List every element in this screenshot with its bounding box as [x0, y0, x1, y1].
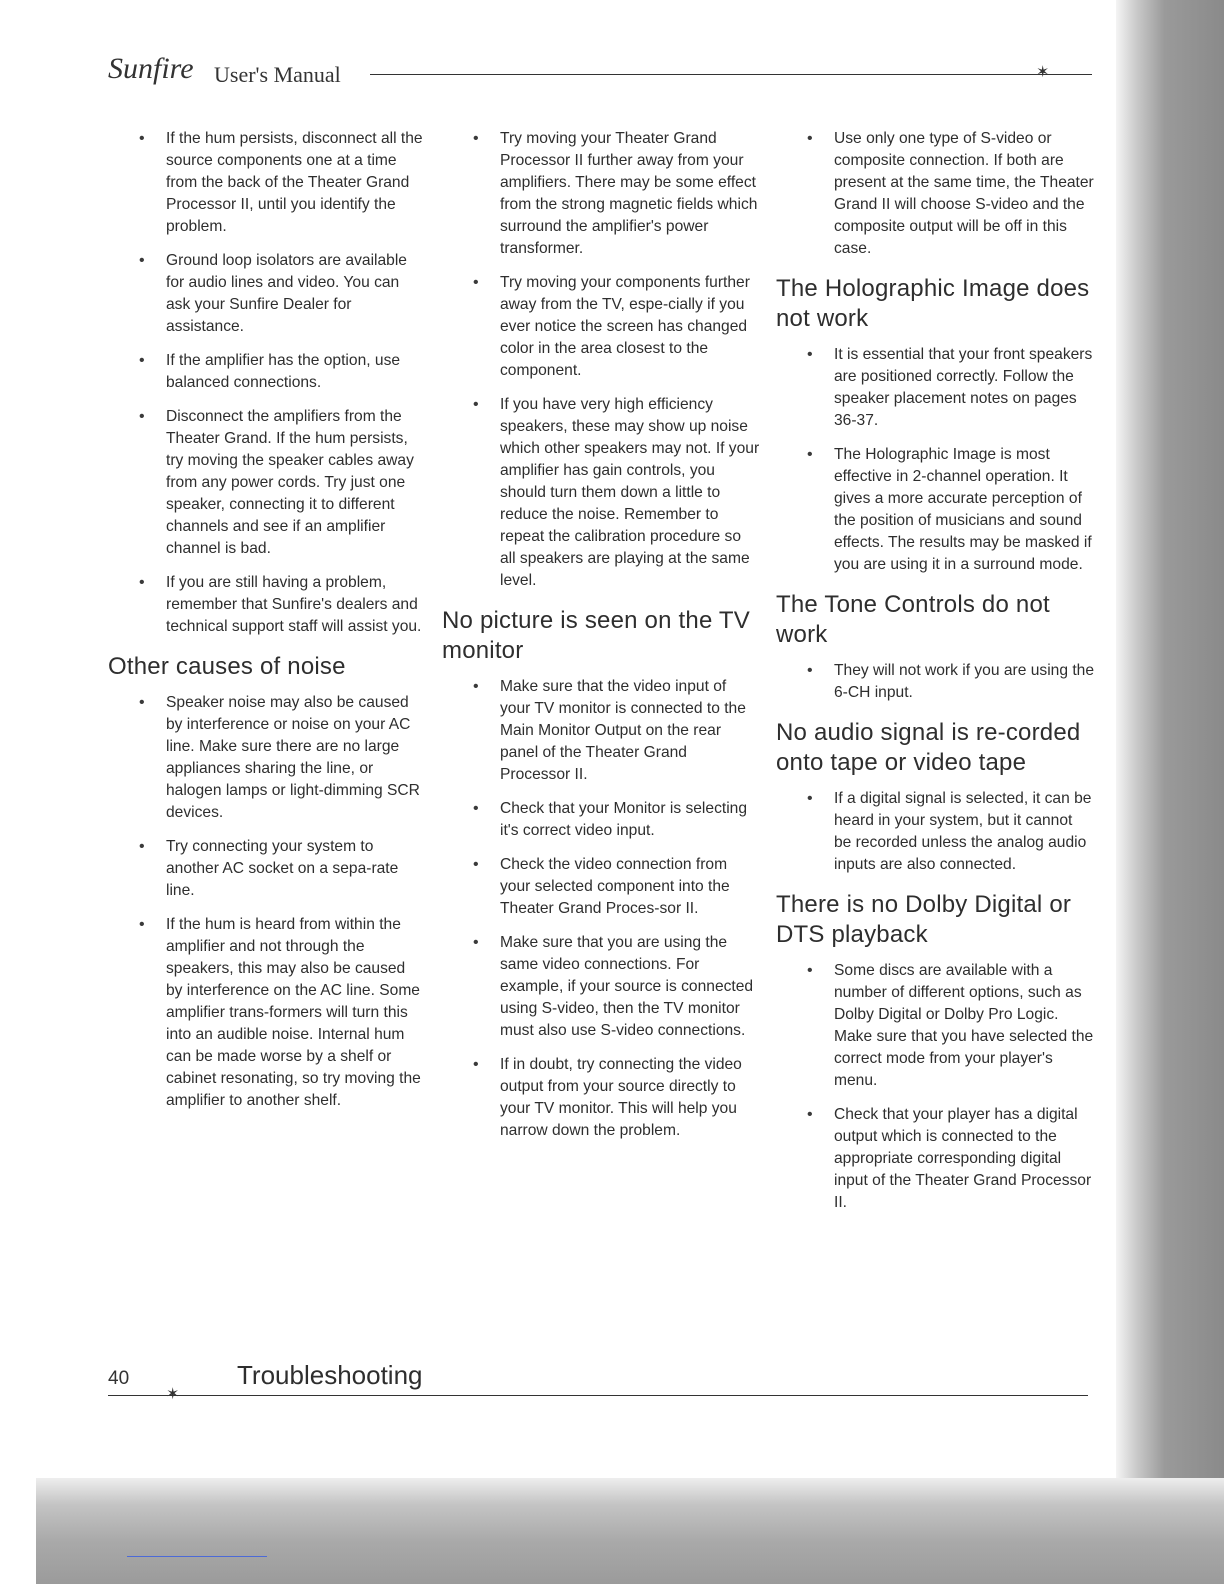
page-number: 40	[108, 1368, 130, 1389]
star-ornament-icon: ✶	[1036, 64, 1050, 81]
list-item: • Try moving your components further away from the TV, espe-cially if you ever notice the screen has changed color in the area closest to the component.	[442, 272, 760, 382]
list-item: • They will not work if you are using the 6-CH input.	[776, 660, 1094, 704]
footer-rule	[108, 1395, 1088, 1396]
list-item: • If you are still having a problem, remember that Sunfire's dealers and technical support staff will assist you.	[108, 572, 426, 638]
text-column-1	[108, 128, 426, 1112]
bullet-list	[442, 128, 760, 592]
header-title: User's Manual	[214, 62, 341, 87]
text-column-2	[442, 128, 760, 1142]
page-header	[108, 52, 1092, 92]
bullet-list	[776, 128, 1094, 260]
list-item: • Use only one type of S-video or composite connection. If both are present at the same time, the Theater Grand II will choose S-video and the composite output will be off in this case.	[776, 128, 1094, 260]
list-item: • If the amplifier has the option, use balanced connections.	[108, 350, 426, 394]
section-heading: No picture is seen on the TV monitor	[442, 607, 750, 664]
bullet-list	[108, 692, 426, 1112]
section-name: Troubleshooting	[237, 1360, 423, 1390]
list-item: • It is essential that your front speakers are positioned correctly. Follow the speaker placement notes on pages 36-37.	[776, 344, 1094, 432]
section-heading: Other causes of noise	[108, 653, 346, 680]
list-item: • If a digital signal is selected, it can be heard in your system, but it cannot be recorded unless the analog audio inputs are also connected.	[776, 788, 1094, 876]
list-item: • If you have very high efficiency speakers, these may show up noise which other speakers may not. If your amplifier has gain controls, you should turn them down a little to reduce the noise. Remember to repeat the calibration procedure so all speakers are playing at the same level.	[442, 394, 760, 592]
list-item: • Check the video connection from your selected component into the Theater Grand Proces-sor II.	[442, 854, 760, 920]
list-item: • Speaker noise may also be caused by interference or noise on your AC line. Make sure there are no large appliances sharing the line, or halogen lamps or light-dimming SCR devices.	[108, 692, 426, 824]
text-column-3	[776, 128, 1094, 1214]
list-item: • If the hum is heard from within the amplifier and not through the speakers, this may also be caused by interference on the AC line. Some amplifier trans-formers will turn this into an audible noise. Internal hum can be made worse by a shelf or cabinet resonating, so try moving the amplifier to another shelf.	[108, 914, 426, 1112]
scan-binding-shadow	[1116, 0, 1224, 1584]
bullet-list	[442, 676, 760, 1142]
section-heading: The Holographic Image does not work	[776, 275, 1090, 332]
list-item: • Check that your player has a digital output which is connected to the appropriate corresponding digital input of the Theater Grand Processor II.	[776, 1104, 1094, 1214]
bullet-list	[776, 788, 1094, 876]
list-item: • Try moving your Theater Grand Processor II further away from your amplifiers. There may be some effect from the strong magnetic fields which surround the amplifier's power transformer.	[442, 128, 760, 260]
list-item: • Make sure that the video input of your TV monitor is connected to the Main Monitor Output on the rear panel of the Theater Grand Processor II.	[442, 676, 760, 786]
bullet-list	[776, 660, 1094, 704]
section-heading: No audio signal is re-corded onto tape or video tape	[776, 719, 1081, 776]
scan-bottom-shadow	[36, 1478, 1224, 1584]
header-rule	[370, 74, 1092, 75]
list-item: • Try connecting your system to another AC socket on a sepa-rate line.	[108, 836, 426, 902]
bullet-list	[776, 960, 1094, 1214]
list-item: • Some discs are available with a number of different options, such as Dolby Digital or Dolby Pro Logic. Make sure that you have selected the correct mode from your player's menu.	[776, 960, 1094, 1092]
list-item: • If in doubt, try connecting the video output from your source directly to your TV monitor. This will help you narrow down the problem.	[442, 1054, 760, 1142]
star-ornament-icon: ✶	[166, 1386, 180, 1403]
list-item: • If the hum persists, disconnect all the source components one at a time from the back of the Theater Grand Processor II, until you identify the problem.	[108, 128, 426, 238]
scan-artifact-line	[127, 1556, 267, 1557]
list-item: • Make sure that you are using the same video connections. For example, if your source is connected using S-video, then the TV monitor must also use S-video connections.	[442, 932, 760, 1042]
list-item: • Check that your Monitor is selecting it's correct video input.	[442, 798, 760, 842]
bullet-list	[108, 128, 426, 638]
bullet-list	[776, 344, 1094, 576]
section-heading: There is no Dolby Digital or DTS playback	[776, 891, 1072, 948]
list-item: • Disconnect the amplifiers from the Theater Grand. If the hum persists, try moving the speaker cables away from any power cords. Try just one speaker, connecting it to different channels and see if an amplifier channel is bad.	[108, 406, 426, 560]
list-item: • The Holographic Image is most effective in 2-channel operation. It gives a more accurate perception of the position of musicians and sound effects. The results may be masked if you are using it in a surround mode.	[776, 444, 1094, 576]
page-footer	[108, 1360, 1092, 1410]
list-item: • Ground loop isolators are available for audio lines and video. You can ask your Sunfire Dealer for assistance.	[108, 250, 426, 338]
section-heading: The Tone Controls do not work	[776, 591, 1050, 648]
brand-logo-text: Sunfire	[108, 52, 194, 85]
